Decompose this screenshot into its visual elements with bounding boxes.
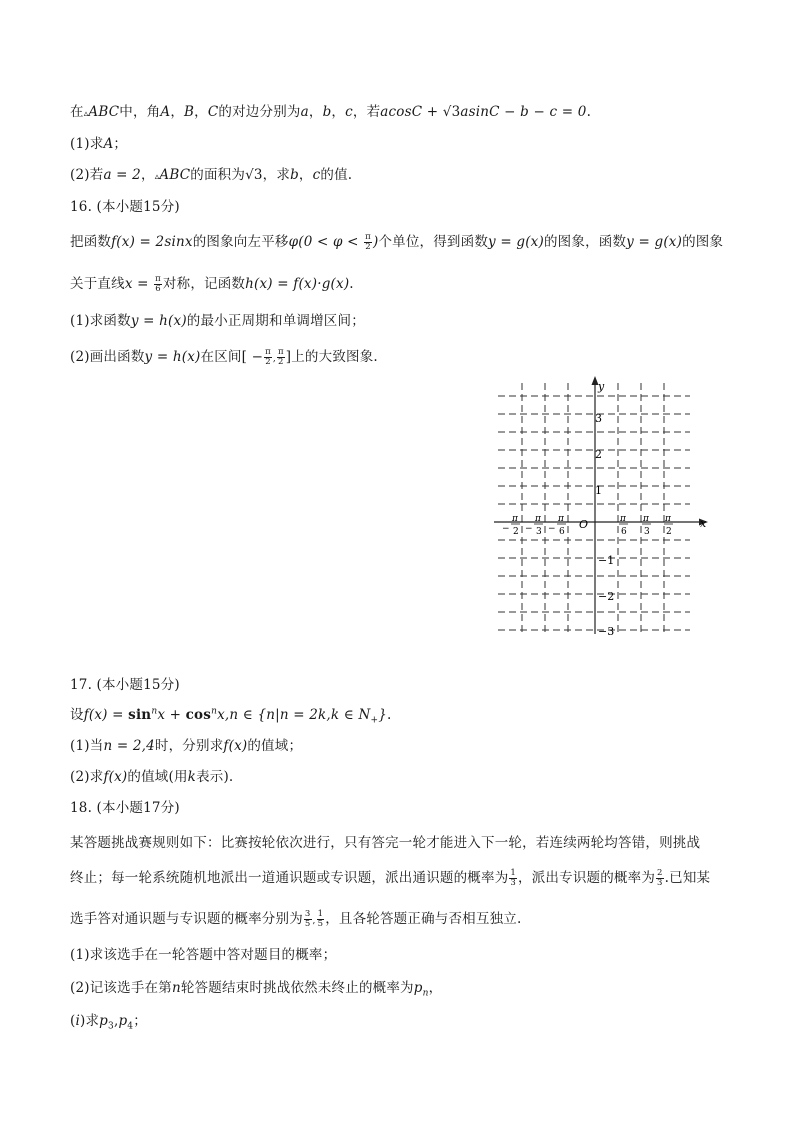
y-tick-label: 1 <box>595 484 602 497</box>
y-tick-label: 2 <box>595 448 602 461</box>
svg-text:π: π <box>665 514 671 524</box>
y-tick-label: −2 <box>598 590 615 603</box>
x-tick-label <box>619 514 628 537</box>
y-axis-label: y <box>598 380 605 393</box>
fraction-pi-over-6: $\frac{\pi}{6}$ <box>155 274 161 294</box>
svg-text:3: 3 <box>536 527 542 537</box>
x-axis-label: x <box>700 517 707 530</box>
svg-text:6: 6 <box>559 527 565 537</box>
problem18-statement-line2: 终止；每一轮系统随机地派出一道通识题或专识题，派出通识题的概率为 $\frac{1}{3}$ ，派出专识题的概率为 $\frac{2}{3}$ .已知某 <box>70 868 711 888</box>
fraction-2-3: $\frac{2}{3}$ <box>657 868 663 888</box>
x-tick-label <box>525 514 543 537</box>
problem17-question-1: (1)当n = 2,4时，分别求f(x)的值域； <box>70 738 303 754</box>
problem17-header: 17. (本小题15分) <box>70 677 180 693</box>
svg-text:−: − <box>525 524 533 534</box>
svg-text:π: π <box>512 514 518 524</box>
y-tick-label: −3 <box>598 625 615 637</box>
svg-text:π: π <box>558 514 564 524</box>
problem16-question-1: (1)求函数y = h(x)的最小正周期和单调增区间； <box>70 313 365 329</box>
svg-text:−: − <box>548 524 556 534</box>
coordinate-grid <box>490 375 720 637</box>
problem18-statement-line3: 选手答对通识题与专识题的概率分别为 $\frac{3}{5}$ , $\frac{1}{5}$ ，且各轮答题正确与否相互独立. <box>70 909 522 929</box>
problem15-statement: 在▵ABC中，角A，B，C的对边分别为a，b，c，若acosC + √3asinC − b − c = 0. <box>70 104 592 120</box>
problem16-statement-line2: 关于直线x = $\frac{\pi}{6}$ 对称，记函数h(x) = f(x)·g(x). <box>70 274 354 294</box>
y-tick-label: −1 <box>598 554 615 567</box>
problem18-statement-line1: 某答题挑战赛规则如下：比赛按轮依次进行，只有答完一轮才能进入下一轮，若连续两轮均答错，则挑战 <box>70 835 701 851</box>
svg-text:2: 2 <box>666 527 672 537</box>
fraction-1-5: $\frac{1}{5}$ <box>317 909 324 929</box>
problem16-question-2: (2)画出函数y = h(x)在区间[ − $\frac{\pi}{2}$ , $\frac{\pi}{2}$ ]上的大致图象. <box>70 347 378 367</box>
problem18-header: 18. (本小题17分) <box>70 800 180 816</box>
svg-text:3: 3 <box>644 527 650 537</box>
problem17-question-2: (2)求f(x)的值域(用k表示). <box>70 769 234 785</box>
fraction-pi-over-2-right: $\frac{\pi}{2}$ <box>277 347 284 367</box>
svg-text:π: π <box>535 514 541 524</box>
fraction-pi-over-2-left: $\frac{\pi}{2}$ <box>265 347 271 367</box>
svg-text:π: π <box>643 514 649 524</box>
fraction-3-5: $\frac{3}{5}$ <box>304 909 311 929</box>
x-tick-label <box>548 514 566 537</box>
problem17-statement: 设$f(x) = \sin^nx + \cos^nx,n$ ∈ {n|n = 2k,k ∈ $N_+$}. <box>70 706 392 726</box>
svg-text:−: − <box>502 524 510 534</box>
x-tick-label <box>664 514 673 537</box>
problem16-statement-line1: 把函数f(x) = 2sinx的图象向左平移φ(0 < φ < $\frac{\pi}{2}$ )个单位，得到函数y = g(x)的图象，函数y = g(x)的图象 <box>70 232 724 252</box>
problem15-question-1: (1)求A； <box>70 136 128 152</box>
svg-text:π: π <box>620 514 626 524</box>
fraction-pi-over-2: $\frac{\pi}{2}$ <box>365 232 371 252</box>
fraction-1-3: $\frac{1}{3}$ <box>510 868 517 888</box>
svg-text:2: 2 <box>513 527 519 537</box>
y-tick-label: 3 <box>595 412 602 425</box>
origin-label: O <box>579 518 589 531</box>
problem18-question-2-i: (i)求$p_3,p_4$； <box>70 1013 147 1032</box>
problem15-question-2: (2)若a = 2，▵ABC的面积为√3，求b，c的值. <box>70 167 353 183</box>
svg-text:6: 6 <box>621 527 627 537</box>
x-tick-label <box>642 514 651 537</box>
problem18-question-1: (1)求该选手在一轮答题中答对题目的概率； <box>70 947 337 963</box>
problem16-header: 16. (本小题15分) <box>70 199 180 215</box>
x-tick-label <box>502 514 520 537</box>
problem18-question-2: (2)记该选手在第n轮答题结束时挑战依然未终止的概率为$p_n$， <box>70 980 443 999</box>
